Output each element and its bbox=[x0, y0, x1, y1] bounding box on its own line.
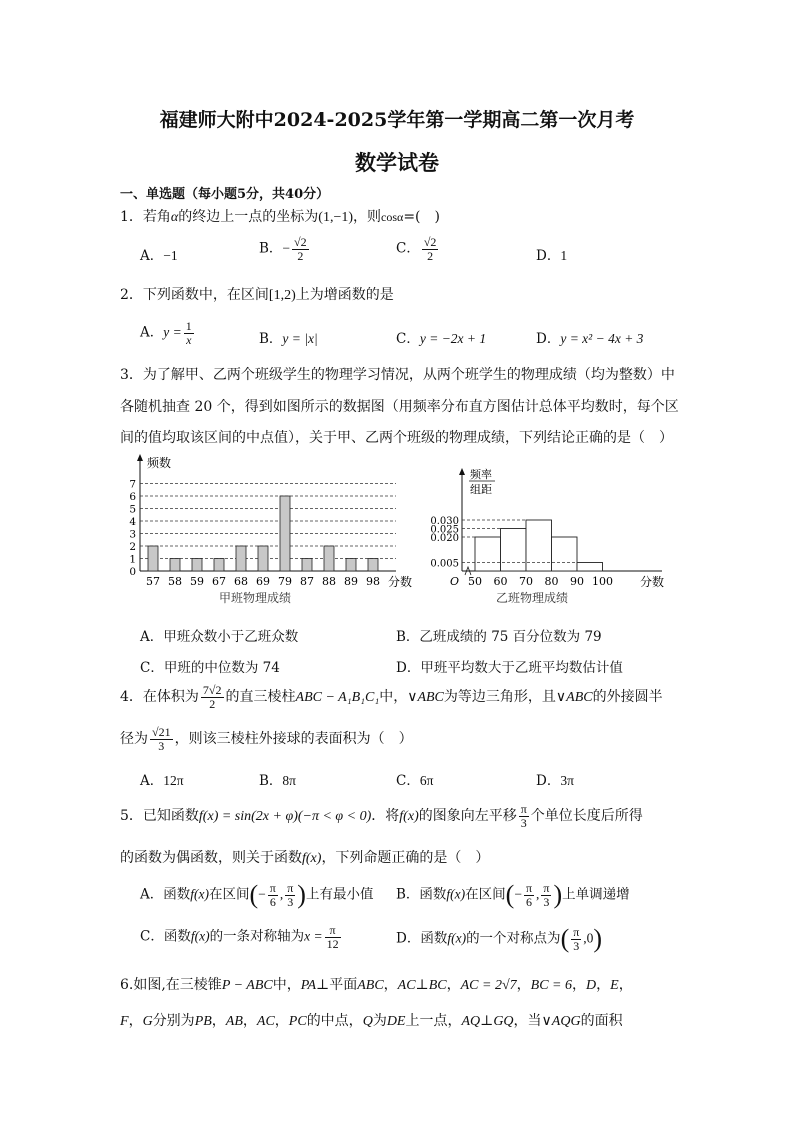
q6-t6: ， bbox=[516, 977, 531, 993]
q5-c-x: x = bbox=[304, 928, 323, 944]
q2-a-frac bbox=[184, 320, 194, 346]
q1-text-d: =( ) bbox=[403, 209, 440, 225]
q5-a-neg: − bbox=[258, 886, 266, 902]
q4-c-text: 6π bbox=[419, 773, 434, 788]
q5-b-num1: π bbox=[525, 880, 533, 895]
bar bbox=[170, 559, 180, 572]
y-tick-label: 0.005 bbox=[430, 558, 459, 570]
q6-u4: 分别为 bbox=[152, 1013, 195, 1029]
q1-c-label: C． bbox=[396, 240, 420, 257]
q5-text-d: 个单位长度后所得 bbox=[530, 808, 643, 825]
x-tick-label: 100 bbox=[592, 575, 613, 588]
question-1-stem bbox=[120, 206, 440, 226]
q2-b-text: y = |x| bbox=[282, 331, 318, 346]
q6-c6: D bbox=[586, 978, 597, 993]
q5-c-pre: C．函数 bbox=[140, 928, 191, 945]
q5-d-lparen: ( bbox=[560, 924, 570, 953]
q5-b-pre: B．函数 bbox=[396, 886, 447, 903]
x-tick-label: 68 bbox=[234, 575, 248, 588]
q5-shift-frac bbox=[519, 803, 529, 829]
q2-b-label: B． bbox=[259, 331, 283, 347]
q4-text-c: 中， bbox=[379, 689, 408, 706]
q1-b-frac bbox=[292, 236, 309, 262]
q6-c2: ABC bbox=[357, 978, 384, 993]
q5-text-f: ，下列命题正确的是（ ） bbox=[321, 850, 490, 866]
q1-option-a[interactable] bbox=[140, 244, 178, 264]
y-tick-label: 0.020 bbox=[430, 533, 459, 544]
q6-t5: ， bbox=[446, 977, 461, 993]
x-axis-label: 分数 bbox=[640, 575, 665, 589]
y-tick-label: 6 bbox=[129, 491, 136, 503]
x-tick-label: 90 bbox=[570, 575, 584, 588]
q6-c4: AC = 2√7 bbox=[460, 978, 517, 993]
q5-b-post: 上单调递增 bbox=[562, 886, 630, 903]
q5-d-mid: 的一个对称点为 bbox=[466, 930, 561, 947]
q5-d-num: π bbox=[573, 924, 580, 939]
q2-option-c[interactable] bbox=[396, 327, 486, 347]
q4-prism: ABC − A₁B₁C₁ bbox=[295, 690, 380, 706]
bar bbox=[324, 546, 334, 571]
q1-text-a: 1．若角 bbox=[120, 209, 171, 225]
q6-u19: ∨AQG bbox=[541, 1014, 581, 1029]
q5-option-d[interactable] bbox=[396, 924, 602, 954]
q6-t1: 6.如图,在三棱锥 bbox=[120, 977, 222, 993]
q5-b-num2: π bbox=[543, 880, 550, 895]
histogram-bar bbox=[552, 537, 578, 571]
q6-u1: F bbox=[120, 1014, 129, 1029]
q4-vol-num: 7√2 bbox=[202, 683, 222, 697]
q5-option-b[interactable] bbox=[396, 880, 630, 910]
q1-c-den: 2 bbox=[427, 248, 434, 263]
q5-fx: f(x) bbox=[399, 809, 419, 825]
q5-a-sep: , bbox=[279, 886, 284, 902]
y-tick-label: 0.025 bbox=[430, 524, 459, 536]
q4-tri: ∨ABC bbox=[407, 690, 444, 706]
q3-option-d[interactable]: D．甲班平均数大于乙班平均数估计值 bbox=[396, 660, 623, 676]
q5-text-e: 的函数为偶函数，则关于函数 bbox=[120, 850, 302, 866]
q5-d-tail: ,0 bbox=[583, 930, 594, 946]
q5-b-lparen: ( bbox=[505, 880, 515, 909]
chart-class-a bbox=[118, 452, 418, 608]
y-tick-label: 3 bbox=[129, 528, 136, 541]
q4-text-d: 为等边三角形，且 bbox=[443, 689, 556, 706]
q5-text-b: ．将 bbox=[371, 808, 400, 825]
q5-b-den1: 6 bbox=[525, 894, 532, 909]
q1-b-sign: − bbox=[282, 240, 291, 256]
bar bbox=[302, 559, 312, 572]
q5-shift-num: π bbox=[520, 802, 527, 816]
q1-d-text: 1 bbox=[560, 248, 568, 263]
exam-title: 福建师大附中2024-2025学年第一学期高二第一次月考 bbox=[159, 109, 635, 131]
q2-a-den: x bbox=[186, 332, 192, 347]
q5-a-fx: f(x) bbox=[190, 886, 209, 902]
chart-class-b bbox=[420, 466, 670, 608]
q5-b-fx: f(x) bbox=[446, 886, 466, 902]
q4-option-b[interactable] bbox=[259, 769, 296, 789]
x-tick-label: 98 bbox=[366, 575, 380, 588]
q5-c-mid: 的一条对称轴为 bbox=[209, 928, 305, 945]
x-tick-label: 80 bbox=[544, 575, 559, 588]
x-tick-label: 69 bbox=[256, 575, 270, 588]
q5-option-a[interactable] bbox=[140, 880, 373, 910]
q5-a-den2: 3 bbox=[287, 894, 294, 909]
q2-text-a: 2．下列函数中，在区间 bbox=[120, 287, 269, 303]
q4-r-den: 3 bbox=[158, 738, 165, 753]
y-tick-label: 1 bbox=[129, 553, 136, 566]
x-tick-label: 70 bbox=[519, 575, 533, 588]
q6-u2: ， bbox=[128, 1013, 143, 1029]
q5-a-lparen: ( bbox=[249, 880, 259, 909]
q6-c5: BC = 6 bbox=[530, 978, 572, 993]
q5-b-sep: , bbox=[536, 886, 540, 902]
q4-text-f: 径为 bbox=[120, 731, 148, 748]
q4-b-label: B． bbox=[259, 773, 283, 789]
x-tick-label: 67 bbox=[212, 575, 226, 588]
x-tick-label: 87 bbox=[300, 575, 314, 588]
question-5-line-2 bbox=[120, 847, 489, 867]
q4-option-c[interactable] bbox=[396, 769, 433, 789]
q5-b-neg: − bbox=[514, 886, 522, 902]
chart-class-a-plot bbox=[129, 454, 412, 605]
q6-u10: ， bbox=[274, 1013, 289, 1029]
q6-pyr: P − ABC bbox=[221, 978, 273, 993]
question-6-line-2 bbox=[120, 1010, 623, 1030]
q6-t4: ， bbox=[383, 977, 398, 993]
q2-d-text: y = x² − 4x + 3 bbox=[560, 331, 644, 346]
question-6-line-1 bbox=[120, 974, 633, 994]
y-axis-label-top: 频率 bbox=[470, 468, 492, 481]
bar bbox=[280, 496, 290, 571]
histogram-bar bbox=[475, 537, 501, 571]
x-tick-label: 50 bbox=[468, 575, 482, 588]
q6-u11: PC bbox=[288, 1014, 307, 1029]
bar bbox=[192, 559, 202, 572]
q1-option-b[interactable] bbox=[259, 236, 311, 262]
q6-u7: AB bbox=[225, 1014, 243, 1029]
q1-b-den: 2 bbox=[297, 248, 304, 263]
q2-option-d[interactable] bbox=[536, 327, 643, 347]
q5-d-pre: D．函数 bbox=[396, 930, 448, 947]
q4-d-label: D． bbox=[536, 773, 561, 789]
q6-t9: ， bbox=[618, 977, 633, 993]
q5-a-den1: 6 bbox=[269, 894, 276, 909]
q6-u6: ， bbox=[211, 1013, 226, 1029]
q1-option-c[interactable] bbox=[396, 236, 440, 262]
q2-c-label: C． bbox=[396, 331, 420, 347]
q2-a-pre: y = bbox=[163, 324, 182, 340]
q3-line-3: 间的值均取该区间的中点值），关于甲、乙两个班级的物理成绩，下列结论正确的是（ ） bbox=[120, 430, 673, 446]
q2-d-label: D． bbox=[536, 331, 561, 347]
q6-t7: ， bbox=[572, 977, 586, 993]
bar bbox=[236, 546, 246, 571]
q6-u9: AC bbox=[256, 1014, 275, 1029]
q4-radius-frac bbox=[150, 726, 173, 752]
q1-c-frac bbox=[422, 236, 439, 262]
q4-text-b: 的直三棱柱 bbox=[225, 689, 296, 706]
q5-b-frac1 bbox=[524, 882, 534, 908]
q5-a-mid: 在区间 bbox=[208, 886, 250, 903]
q5-c-fx: f(x) bbox=[190, 928, 210, 944]
q4-volume-frac bbox=[201, 684, 224, 710]
q5-c-den: 12 bbox=[326, 936, 339, 951]
histogram-bar bbox=[526, 520, 552, 571]
q5-d-rparen: ) bbox=[593, 924, 603, 953]
q5-a-rparen: ) bbox=[297, 880, 306, 909]
x-tick-label: 89 bbox=[344, 575, 358, 588]
x-tick-label: 57 bbox=[146, 575, 160, 588]
q6-u16: 上一点， bbox=[405, 1013, 462, 1029]
q6-c7: E bbox=[610, 978, 619, 993]
y-tick-label: 5 bbox=[129, 503, 136, 516]
q6-u12: 的中点， bbox=[306, 1013, 363, 1029]
q5-d-den: 3 bbox=[573, 938, 580, 953]
q5-b-mid: 在区间 bbox=[465, 886, 506, 903]
x-tick-label: 88 bbox=[322, 575, 336, 588]
q6-u15: DE bbox=[386, 1014, 406, 1029]
bar bbox=[346, 559, 356, 572]
y-tick-label: 4 bbox=[129, 516, 136, 528]
q5-a-frac2 bbox=[285, 882, 295, 908]
chart-title: 乙班物理成绩 bbox=[495, 591, 569, 605]
q1-text-b: 的终边上一点的坐标为 bbox=[178, 209, 319, 225]
q2-text-b: 上为增函数的是 bbox=[295, 287, 394, 303]
exam-subtitle: 数学试卷 bbox=[355, 150, 439, 175]
q2-option-b[interactable] bbox=[259, 327, 318, 347]
q4-tri2: ∨ABC bbox=[555, 690, 593, 706]
q4-text-e: 的外接圆半 bbox=[592, 689, 663, 706]
q5-text-c: 的图象向左平移 bbox=[418, 808, 517, 825]
q5-fx-2: f(x) bbox=[302, 851, 322, 866]
q4-a-label: A． bbox=[140, 773, 164, 789]
q1-cos: cosα bbox=[381, 210, 404, 224]
q6-u3: G bbox=[142, 1014, 153, 1029]
q4-a-text: 12π bbox=[163, 773, 184, 788]
q4-d-text: 3π bbox=[560, 773, 574, 788]
q1-a-label: A． bbox=[140, 248, 164, 264]
q1-c-num: √2 bbox=[423, 235, 437, 249]
q2-interval: [1,2) bbox=[268, 288, 296, 303]
bar bbox=[214, 559, 224, 572]
question-2-stem bbox=[120, 284, 394, 304]
chart-title: 甲班物理成绩 bbox=[218, 591, 292, 605]
q2-c-text: y = −2x + 1 bbox=[419, 331, 487, 346]
x-tick-label: 59 bbox=[190, 575, 204, 588]
q5-text-a: 5．已知函数 bbox=[120, 808, 199, 825]
q3-option-b[interactable]: B．乙班成绩的 75 百分位数为 79 bbox=[396, 629, 602, 645]
q4-b-text: 8π bbox=[282, 773, 296, 788]
q5-a-num1: π bbox=[269, 880, 276, 895]
chart-class-b-plot bbox=[430, 467, 664, 605]
q6-u13: Q bbox=[362, 1014, 373, 1029]
bar bbox=[148, 546, 158, 571]
q6-c1: PA⊥ bbox=[300, 978, 330, 993]
y-tick-label: 7 bbox=[129, 478, 136, 491]
q5-d-frac bbox=[571, 926, 581, 952]
origin-label: O bbox=[450, 575, 460, 588]
q4-r-num: √21 bbox=[152, 725, 171, 739]
q6-t2: 中， bbox=[272, 977, 301, 993]
section-heading: 一、单选题（每小题5分，共40分） bbox=[120, 187, 330, 202]
q5-b-frac2 bbox=[541, 882, 551, 908]
q6-u20: 的面积 bbox=[580, 1013, 623, 1029]
y-tick-label: 2 bbox=[129, 541, 136, 553]
q4-option-d[interactable] bbox=[536, 769, 574, 789]
q6-t8: ， bbox=[596, 977, 611, 993]
q4-text-a: 4．在体积为 bbox=[120, 689, 199, 706]
q1-b-label: B． bbox=[259, 240, 283, 257]
question-4-stem bbox=[120, 684, 663, 710]
x-tick-label: 60 bbox=[493, 575, 508, 588]
y-axis-label-bottom: 组距 bbox=[470, 483, 492, 496]
q6-t3: 平面 bbox=[329, 977, 358, 993]
q3-option-a[interactable]: A．甲班众数小于乙班众数 bbox=[140, 629, 299, 645]
bar bbox=[368, 559, 378, 572]
q5-a-post: 上有最小值 bbox=[305, 886, 374, 903]
q2-a-num: 1 bbox=[185, 319, 192, 333]
y-axis-arrow bbox=[137, 454, 143, 461]
q6-u17: AQ⊥GQ bbox=[461, 1014, 514, 1029]
q1-a-text: −1 bbox=[163, 248, 178, 263]
q5-b-rparen: ) bbox=[553, 880, 563, 909]
q5-func: f(x) = sin(2x + φ)(−π < φ < 0) bbox=[198, 809, 372, 825]
q5-c-num: π bbox=[325, 924, 341, 938]
y-tick-label: 0 bbox=[129, 566, 136, 578]
q5-option-c[interactable] bbox=[140, 924, 343, 950]
q1-text-c: ，则 bbox=[353, 209, 382, 225]
q6-u14: 为 bbox=[372, 1013, 387, 1029]
question-5-stem bbox=[120, 803, 643, 829]
q3-line-1: 3．为了解甲、乙两个班级学生的物理学习情况，从两个班学生的物理成绩（均为整数）中 bbox=[120, 367, 675, 383]
x-tick-label: 79 bbox=[278, 575, 292, 588]
question-4-line-2 bbox=[120, 726, 413, 752]
q1-alpha: α bbox=[170, 210, 179, 225]
bar bbox=[258, 546, 268, 571]
q4-c-label: C． bbox=[396, 773, 420, 789]
q6-u5: PB bbox=[194, 1014, 212, 1029]
q2-a-label: A． bbox=[140, 324, 164, 341]
q6-u8: ， bbox=[242, 1013, 257, 1029]
q5-a-num2: π bbox=[287, 880, 294, 895]
y-tick-label: 0.030 bbox=[430, 516, 459, 527]
q6-c3: AC⊥BC bbox=[397, 978, 447, 993]
q4-text-g: ，则该三棱柱外接球的表面积为（ ） bbox=[174, 731, 413, 748]
q3-option-c[interactable]: C．甲班的中位数为 74 bbox=[140, 660, 280, 676]
q5-d-fx: f(x) bbox=[447, 930, 467, 946]
q5-a-frac1 bbox=[268, 882, 278, 908]
q5-shift-den: 3 bbox=[520, 815, 527, 830]
histogram-bar bbox=[577, 563, 603, 572]
y-axis-arrow bbox=[459, 468, 465, 475]
x-tick-label: 58 bbox=[168, 575, 182, 588]
q1-d-label: D． bbox=[536, 248, 561, 264]
q3-line-2: 各随机抽查 20 个，得到如图所示的数据图（用频率分布直方图估计总体平均数时，每个区 bbox=[120, 399, 679, 415]
q2-option-a[interactable] bbox=[140, 320, 196, 346]
q5-c-frac bbox=[325, 924, 341, 950]
q5-b-den2: 3 bbox=[543, 894, 550, 909]
y-axis-label: 频数 bbox=[147, 456, 172, 470]
q1-point: (1,−1) bbox=[318, 210, 354, 225]
q5-a-pre: A．函数 bbox=[140, 886, 191, 903]
x-axis-label: 分数 bbox=[388, 575, 413, 589]
histogram-bar bbox=[501, 529, 527, 572]
q1-option-d[interactable] bbox=[536, 244, 567, 264]
q6-u18: ，当 bbox=[513, 1013, 542, 1029]
q4-option-a[interactable] bbox=[140, 769, 184, 789]
q1-b-num: √2 bbox=[294, 235, 307, 249]
q4-vol-den: 2 bbox=[209, 696, 216, 711]
